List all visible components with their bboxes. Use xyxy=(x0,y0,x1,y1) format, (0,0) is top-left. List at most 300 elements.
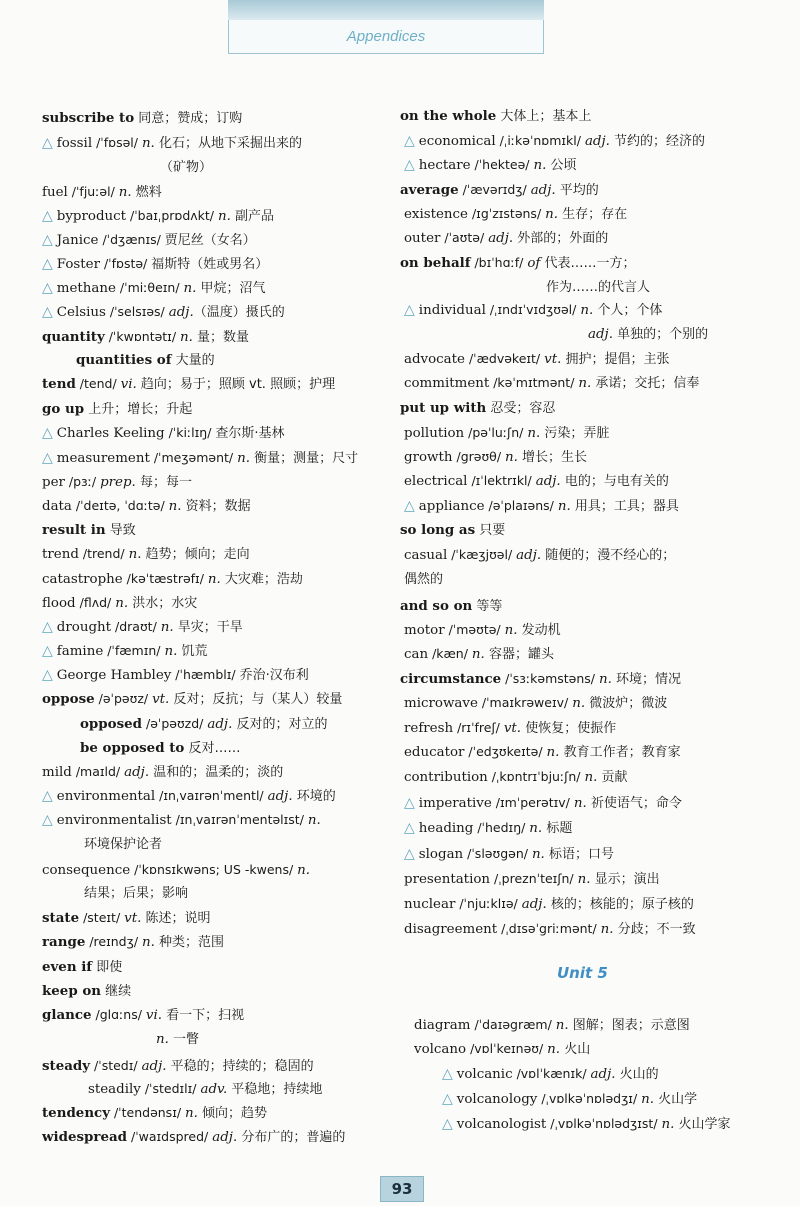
definition: 种类；范围 xyxy=(154,935,225,950)
headword: flood xyxy=(42,596,76,611)
phonetic: /ˌvɒlkəˈnɒlədʒɪst/ xyxy=(546,1116,662,1131)
definition: 标语；口号 xyxy=(544,847,614,862)
vocab-entry xyxy=(156,1032,199,1048)
phonetic: /ˈhæmblɪ/ xyxy=(171,667,240,682)
part-of-speech: n. xyxy=(471,647,485,662)
headword: state xyxy=(42,910,80,926)
vocab-entry xyxy=(42,425,285,442)
phonetic: /ˈsləʊgən/ xyxy=(463,846,532,861)
phonetic: /əˈpəʊzd/ xyxy=(142,716,208,731)
vocab-entry xyxy=(42,571,303,588)
headword: environmentalist xyxy=(56,813,172,828)
part-of-speech: n. xyxy=(505,450,518,465)
definition: 衡量；测量；尺寸 xyxy=(250,451,359,466)
triangle-icon: △ xyxy=(404,820,415,836)
headword: steady xyxy=(42,1058,91,1074)
triangle-icon: △ xyxy=(42,232,53,248)
definition: 反对；反抗；与（某人）较量 xyxy=(169,692,343,707)
definition: 大灾难；浩劫 xyxy=(220,572,303,587)
headword: hectare xyxy=(418,158,471,173)
headword: trend xyxy=(42,547,79,562)
vocab-entry xyxy=(400,522,505,539)
part-of-speech: n. xyxy=(546,745,560,760)
headword: be opposed to xyxy=(80,740,185,756)
headword: pollution xyxy=(404,426,465,441)
vocab-entry xyxy=(404,622,561,639)
vocab-entry xyxy=(400,671,681,688)
headword: heading xyxy=(418,821,474,836)
phonetic: /ˈedʒʊkeɪtə/ xyxy=(464,744,547,759)
vocab-entry xyxy=(404,921,696,938)
part-of-speech: n. xyxy=(547,1042,561,1057)
vocab-entry xyxy=(404,375,699,392)
vocab-entry xyxy=(404,896,694,913)
part-of-speech: n. xyxy=(128,547,142,562)
triangle-icon: △ xyxy=(42,304,53,320)
triangle-icon: △ xyxy=(404,157,415,173)
phonetic: /glɑːns/ xyxy=(91,1007,146,1022)
vocab-entry xyxy=(42,208,274,225)
vocab-entry xyxy=(42,910,210,927)
headword: measurement xyxy=(56,451,150,466)
part-of-speech: n. xyxy=(185,1106,198,1121)
triangle-icon: △ xyxy=(404,133,415,149)
vocab-entry xyxy=(404,695,667,712)
part-of-speech: adj. xyxy=(588,327,613,342)
phonetic: /ɪˈlektrɪkl/ xyxy=(467,473,536,488)
definition: 反对…… xyxy=(184,741,241,756)
definition: 导致 xyxy=(105,523,136,538)
definition: 标题 xyxy=(542,821,573,836)
vocab-entry xyxy=(76,352,215,369)
vocab-entry xyxy=(404,871,660,888)
headword: microwave xyxy=(404,696,478,711)
triangle-icon: △ xyxy=(42,135,53,151)
vocab-entry xyxy=(404,646,554,663)
phonetic: /ˈnjuːklɪə/ xyxy=(455,896,522,911)
triangle-icon: △ xyxy=(42,788,53,804)
part-of-speech: adj. xyxy=(267,789,293,804)
definition: 祈使语气；命令 xyxy=(586,796,682,811)
definition: 旱灾；干旱 xyxy=(173,620,243,635)
definition: 增长；生长 xyxy=(517,450,588,465)
phonetic: /kəˈmɪtmənt/ xyxy=(489,375,579,390)
vocab-entry xyxy=(42,376,335,393)
definition: 图解；图表；示意图 xyxy=(568,1018,690,1033)
phonetic: /bɪˈhɑːf/ xyxy=(470,255,528,270)
vocab-entry xyxy=(42,862,310,879)
part-of-speech: n. xyxy=(142,935,155,950)
definition: 每；每一 xyxy=(135,475,192,490)
definition: 显示；演出 xyxy=(590,872,660,887)
triangle-icon: △ xyxy=(42,280,53,296)
headword: subscribe to xyxy=(42,110,135,126)
triangle-icon: △ xyxy=(442,1066,453,1082)
vocab-entry xyxy=(42,304,285,321)
headword: individual xyxy=(418,303,486,318)
definition: 化石；从地下采掘出来的 xyxy=(154,136,302,151)
phonetic: /ˈkiːlɪŋ/ xyxy=(164,425,216,440)
phonetic: /draʊt/ xyxy=(111,619,161,634)
part-of-speech: adj. xyxy=(584,134,610,149)
phonetic: /ˈmeʒəmənt/ xyxy=(149,450,238,465)
headword: on behalf xyxy=(400,255,471,271)
headword: and so on xyxy=(400,598,473,614)
headword: advocate xyxy=(404,352,465,367)
triangle-icon: △ xyxy=(442,1116,453,1132)
headword: famine xyxy=(56,644,104,659)
definition: 发动机 xyxy=(517,623,561,638)
part-of-speech: n. xyxy=(160,620,174,635)
definition: 火山的 xyxy=(615,1067,659,1082)
headword: result in xyxy=(42,522,106,538)
vocab-entry xyxy=(404,820,572,837)
part-of-speech: n. xyxy=(207,572,221,587)
page-number-box xyxy=(380,1176,424,1202)
definition: （温度）摄氏的 xyxy=(193,305,285,320)
phonetic: /ˈbaɪˌprɒdʌkt/ xyxy=(126,208,218,223)
phonetic: /ˈstedɪlɪ/ xyxy=(140,1081,201,1096)
phonetic: /ˈhedɪŋ/ xyxy=(473,820,530,835)
headword: growth xyxy=(404,450,453,465)
unit-heading: Unit 5 xyxy=(557,964,608,982)
vocab-entry xyxy=(88,1081,322,1098)
vocab-entry xyxy=(404,449,587,466)
vocab-entry xyxy=(42,764,283,781)
phonetic: /grəʊθ/ xyxy=(452,449,506,464)
vocab-entry xyxy=(404,133,705,150)
headword: circumstance xyxy=(400,671,502,687)
phonetic: /ˌvɒlkəˈnɒlədʒɪ/ xyxy=(537,1091,642,1106)
vocab-entry xyxy=(42,522,136,539)
vocab-entry xyxy=(42,474,192,491)
part-of-speech: n. xyxy=(297,863,311,878)
headword: keep on xyxy=(42,983,102,999)
part-of-speech: n. xyxy=(661,1117,675,1132)
headword: volcanic xyxy=(456,1067,513,1082)
definition: 趋向；易于；照顾 vt. 照顾；护理 xyxy=(136,377,336,392)
phonetic: /ˌdɪsəˈgriːmənt/ xyxy=(497,921,601,936)
headword: nuclear xyxy=(404,897,456,912)
vocab-entry xyxy=(404,572,443,588)
page-number: 93 xyxy=(391,1180,413,1198)
vocab-entry xyxy=(42,959,122,976)
phonetic: /flʌd/ xyxy=(75,595,116,610)
definition: 火山学 xyxy=(654,1092,698,1107)
vocab-entry xyxy=(404,425,609,442)
vocab-entry xyxy=(442,1066,659,1083)
triangle-icon: △ xyxy=(404,302,415,318)
headword: environmental xyxy=(56,789,156,804)
definition: 查尔斯·基林 xyxy=(215,426,285,441)
headword: casual xyxy=(404,548,448,563)
definition: 微波炉；微波 xyxy=(585,696,668,711)
vocab-entry xyxy=(404,473,669,490)
headword: disagreement xyxy=(404,922,498,937)
definition: 教育工作者；教育家 xyxy=(559,745,681,760)
vocab-entry xyxy=(442,1091,697,1108)
phonetic: /ˈkwɒntətɪ/ xyxy=(104,329,181,344)
part-of-speech: n. xyxy=(141,136,155,151)
vocab-entry xyxy=(42,450,358,467)
part-of-speech: n. xyxy=(180,330,193,345)
headword: drought xyxy=(56,620,112,635)
vocab-entry xyxy=(80,716,327,733)
definition: 即使 xyxy=(92,960,123,975)
definition: 承诺；交托；信奉 xyxy=(591,376,700,391)
definition: 环境的 xyxy=(292,789,336,804)
part-of-speech: n. xyxy=(307,813,321,828)
part-of-speech: vt. xyxy=(544,352,562,367)
phonetic: /ˈməʊtə/ xyxy=(444,622,505,637)
vocab-entry xyxy=(42,983,131,1000)
phonetic: /reɪndʒ/ xyxy=(85,934,143,949)
definition: 甲烷；沼气 xyxy=(196,281,266,296)
headword: economical xyxy=(418,134,496,149)
headword: average xyxy=(400,182,459,198)
phonetic: /ˈkɒnsɪkwəns; US -kwens/ xyxy=(130,862,298,877)
vocab-entry xyxy=(84,886,188,902)
vocab-entry xyxy=(42,135,302,152)
definition: 福斯特（姓或男名） xyxy=(151,257,269,272)
headword: commitment xyxy=(404,376,490,391)
phonetic: /ˈdʒænɪs/ xyxy=(98,232,165,247)
phonetic: /ˈkæʒjʊəl/ xyxy=(447,547,517,562)
definition: 忍受；容忍 xyxy=(486,401,556,416)
vocab-entry xyxy=(42,1105,267,1122)
headword: Janice xyxy=(56,233,99,248)
part-of-speech: n. xyxy=(573,796,587,811)
vocab-entry xyxy=(42,1058,314,1075)
vocab-entry xyxy=(42,184,162,201)
headword: per xyxy=(42,475,65,490)
part-of-speech: n. xyxy=(183,281,197,296)
headword: Celsius xyxy=(56,305,106,320)
definition: 代表……一方； xyxy=(540,256,636,271)
phonetic: /ˈmiːθeɪn/ xyxy=(115,280,184,295)
phonetic: /ˈfɒstə/ xyxy=(99,256,152,271)
vocab-entry xyxy=(404,157,577,174)
definition: 随便的；漫不经心的； xyxy=(541,548,676,563)
vocab-entry xyxy=(42,667,309,684)
vocab-entry xyxy=(42,401,192,418)
definition: 趋势；倾向；走向 xyxy=(141,547,250,562)
headword: tendency xyxy=(42,1105,110,1121)
definition: 贡献 xyxy=(597,770,628,785)
part-of-speech: adj. xyxy=(124,765,150,780)
part-of-speech: adj. xyxy=(168,305,194,320)
part-of-speech: n. xyxy=(168,499,182,514)
phonetic: /pɜː/ xyxy=(64,474,101,489)
part-of-speech: n. xyxy=(527,426,541,441)
phonetic: /ɪnˌvaɪrənˈmentəlɪst/ xyxy=(171,812,308,827)
part-of-speech: n. xyxy=(600,922,614,937)
headword: range xyxy=(42,934,86,950)
vocab-entry xyxy=(414,1041,590,1058)
definition: 平均的 xyxy=(555,183,599,198)
headword: appliance xyxy=(418,499,485,514)
vocab-entry xyxy=(546,280,650,296)
vocab-entry xyxy=(404,206,627,223)
vocab-entry xyxy=(404,230,608,247)
headword: electrical xyxy=(404,474,468,489)
headword: educator xyxy=(404,745,465,760)
definition: 环境；情况 xyxy=(611,672,682,687)
vocab-entry xyxy=(442,1116,731,1133)
definition: 大体上；基本上 xyxy=(496,109,592,124)
vocab-entry xyxy=(404,795,682,812)
definition: 电的；与电有关的 xyxy=(560,474,669,489)
vocab-entry xyxy=(42,934,224,951)
phonetic: /ˈdaɪəgræm/ xyxy=(470,1017,556,1032)
definition: 火山学家 xyxy=(674,1117,731,1132)
vocab-entry xyxy=(400,598,502,615)
definition: 结果；后果；影响 xyxy=(84,886,189,901)
definition: 拥护；提倡；主张 xyxy=(561,352,670,367)
definition: 洪水；水灾 xyxy=(128,596,198,611)
triangle-icon: △ xyxy=(404,846,415,862)
vocab-entry xyxy=(42,232,256,249)
part-of-speech: adj. xyxy=(521,897,547,912)
vocab-entry xyxy=(400,182,599,199)
vocab-entry xyxy=(400,400,555,417)
part-of-speech: n. xyxy=(572,696,586,711)
vocab-entry xyxy=(42,329,249,346)
definition: 火山 xyxy=(560,1042,591,1057)
triangle-icon: △ xyxy=(442,1091,453,1107)
definition: 副产品 xyxy=(230,209,275,224)
headword: Foster xyxy=(56,257,100,272)
part-of-speech: n. xyxy=(577,872,591,887)
headword: can xyxy=(404,647,429,662)
triangle-icon: △ xyxy=(42,619,53,635)
headword: data xyxy=(42,499,72,514)
vocab-entry xyxy=(160,160,212,176)
vocab-entry xyxy=(42,1129,345,1146)
definition: 等等 xyxy=(472,599,503,614)
headword: opposed xyxy=(80,716,143,732)
part-of-speech: n. xyxy=(115,596,129,611)
headword: glance xyxy=(42,1007,92,1023)
phonetic: /ˌɪndɪˈvɪdʒʊəl/ xyxy=(485,302,581,317)
part-of-speech: n. xyxy=(156,1032,169,1047)
part-of-speech: of xyxy=(527,256,541,271)
part-of-speech: adv. xyxy=(200,1082,228,1097)
phonetic: /ˌiːkəˈnɒmɪkl/ xyxy=(495,133,585,148)
definition: 节约的；经济的 xyxy=(609,134,706,149)
phonetic: /ˈstedɪ/ xyxy=(90,1058,142,1073)
vocab-entry xyxy=(404,769,628,786)
part-of-speech: n. xyxy=(118,185,132,200)
part-of-speech: vi. xyxy=(120,377,137,392)
headword: steadily xyxy=(88,1082,141,1097)
part-of-speech: adj. xyxy=(207,717,233,732)
vocab-entry xyxy=(42,280,266,297)
phonetic: /ˈfjuːəl/ xyxy=(67,184,119,199)
headword: oppose xyxy=(42,691,95,707)
headword: George Hambley xyxy=(56,668,172,683)
part-of-speech: prep. xyxy=(100,475,136,490)
definition: 外部的；外面的 xyxy=(513,231,609,246)
part-of-speech: vi. xyxy=(145,1008,163,1023)
definition: 贾尼丝（女名） xyxy=(164,233,256,248)
triangle-icon: △ xyxy=(42,425,53,441)
part-of-speech: n. xyxy=(533,158,547,173)
definition: 单独的；个别的 xyxy=(612,327,709,342)
part-of-speech: n. xyxy=(580,303,594,318)
definition: 量；数量 xyxy=(192,330,250,345)
definition: 只要 xyxy=(475,523,506,538)
vocab-entry xyxy=(400,108,591,125)
definition: （矿物） xyxy=(160,160,213,175)
vocab-entry xyxy=(42,546,250,563)
part-of-speech: vt. xyxy=(152,692,170,707)
phonetic: /rɪˈfreʃ/ xyxy=(453,720,504,735)
part-of-speech: n. xyxy=(557,499,571,514)
phonetic: /ˌkɒntrɪˈbjuːʃn/ xyxy=(487,769,585,784)
definition: 平稳的；持续的；稳固的 xyxy=(166,1059,314,1074)
part-of-speech: adj. xyxy=(212,1130,238,1145)
part-of-speech: n. xyxy=(555,1018,569,1033)
triangle-icon: △ xyxy=(42,812,53,828)
headword: catastrophe xyxy=(42,572,123,587)
part-of-speech: n. xyxy=(578,376,592,391)
headword: motor xyxy=(404,623,445,638)
definition: 个人；个体 xyxy=(593,303,663,318)
headword: fossil xyxy=(56,136,93,151)
vocab-entry xyxy=(404,302,662,319)
part-of-speech: adj. xyxy=(530,183,556,198)
vocab-entry xyxy=(42,595,197,612)
part-of-speech: adj. xyxy=(590,1067,616,1082)
phonetic: /əˈpəʊz/ xyxy=(94,691,153,706)
phonetic: /maɪld/ xyxy=(71,764,125,779)
headword: even if xyxy=(42,959,93,975)
phonetic: /ɪnˌvaɪrənˈmentl/ xyxy=(155,788,268,803)
definition: 上升；增长；升起 xyxy=(84,402,193,417)
part-of-speech: n. xyxy=(504,623,518,638)
definition: 乔治·汉布利 xyxy=(239,668,309,683)
headword: mild xyxy=(42,765,72,780)
part-of-speech: adj. xyxy=(535,474,561,489)
definition: 倾向；趋势 xyxy=(197,1106,268,1121)
part-of-speech: n. xyxy=(164,644,178,659)
headword: refresh xyxy=(404,721,454,736)
headword: contribution xyxy=(404,770,488,785)
vocab-entry xyxy=(42,691,342,708)
vocab-entry xyxy=(414,1017,690,1034)
vocab-entry xyxy=(404,547,675,564)
vocab-entry xyxy=(42,110,242,127)
vocab-entry xyxy=(404,744,681,761)
phonetic: /ɪmˈperətɪv/ xyxy=(491,795,574,810)
triangle-icon: △ xyxy=(42,208,53,224)
header-title: Appendices xyxy=(346,28,426,45)
part-of-speech: vt. xyxy=(124,911,142,926)
vocab-entry xyxy=(42,1007,244,1024)
phonetic: /ˈdeɪtə, ˈdɑːtə/ xyxy=(71,498,169,513)
definition: 陈述；说明 xyxy=(141,911,211,926)
part-of-speech: n. xyxy=(237,451,251,466)
phonetic: /ˈaʊtə/ xyxy=(440,230,489,245)
part-of-speech: n. xyxy=(545,207,559,222)
headword: imperative xyxy=(418,796,492,811)
vocab-entry xyxy=(404,351,669,368)
part-of-speech: n. xyxy=(641,1092,655,1107)
headword: tend xyxy=(42,376,76,392)
headword: quantities of xyxy=(76,352,172,368)
phonetic: /ˈævərɪdʒ/ xyxy=(458,182,531,197)
